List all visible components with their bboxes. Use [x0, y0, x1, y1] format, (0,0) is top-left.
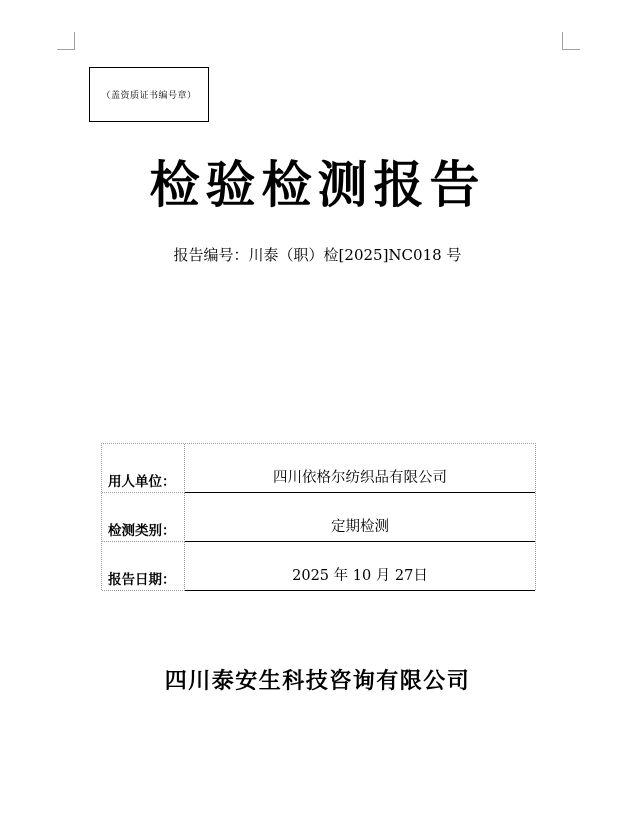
info-label-date: 报告日期： [102, 542, 185, 591]
info-row-date [102, 542, 535, 591]
margin-corner-mark-left [57, 32, 75, 50]
margin-corner-mark-right [562, 32, 580, 50]
info-value-category: 定期检测 [185, 493, 535, 542]
info-value-date: 2025 年 10 月 27日 [185, 542, 535, 591]
stamp-placeholder-box [89, 67, 209, 122]
document-title: 检验检测报告 [149, 155, 486, 214]
info-table [101, 443, 536, 590]
info-label-employer: 用人单位： [102, 444, 185, 493]
info-label-category: 检测类别： [102, 493, 185, 542]
report-number: 报告编号：川泰（职）检[2025]NC018 号 [173, 246, 462, 264]
info-value-employer: 四川依格尔纺织品有限公司 [185, 444, 535, 493]
stamp-note: （盖资质证书编号章） [101, 91, 197, 101]
info-row-employer [102, 444, 535, 493]
info-row-category [102, 493, 535, 542]
issuing-company: 四川泰安生科技咨询有限公司 [164, 668, 471, 694]
